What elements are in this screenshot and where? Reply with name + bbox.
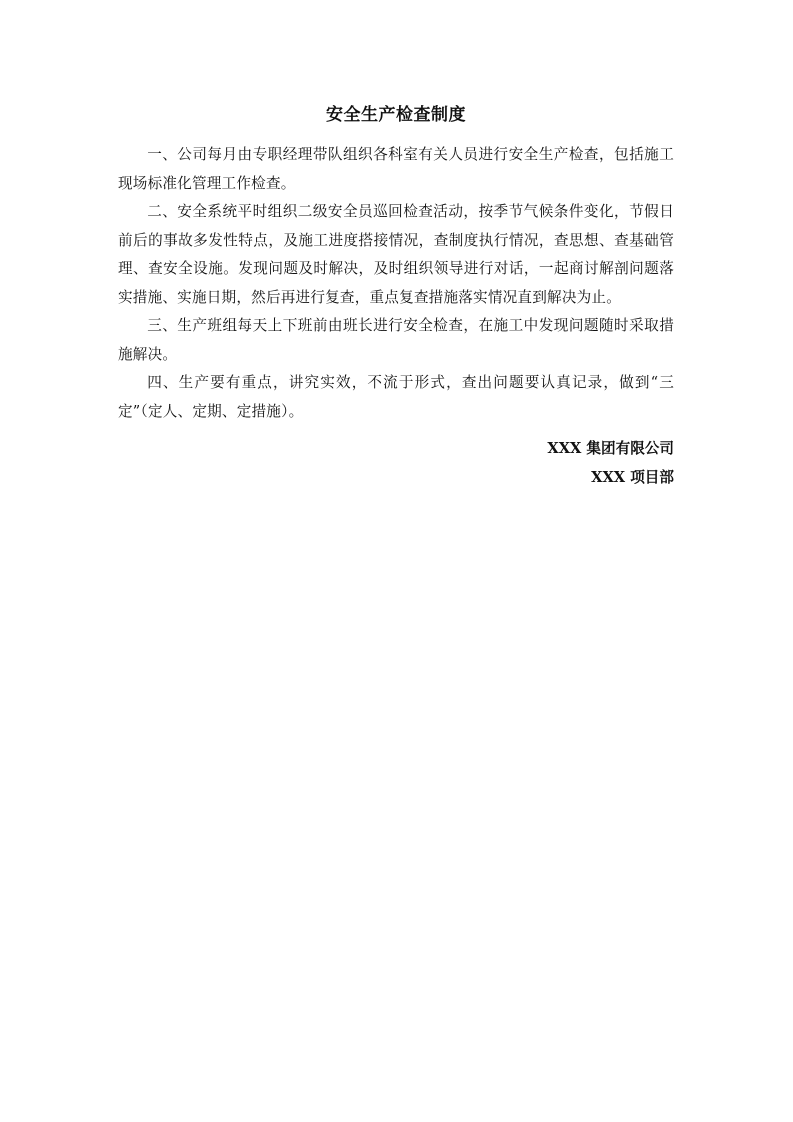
signature-company: XXX 集团有限公司 — [547, 440, 674, 457]
paragraph-safety-system-patrol: 二、安全系统平时组织二级安全员巡回检查活动，按季节气候条件变化，节假日前后的事故多发性特点，及施工进度搭接情况，查制度执行情况，查思想、查基础管理、查安全设施。发现问题及时解决，及时组织领导进行对话，一起商讨解剖问题落实措施、实施日期，然后再进行复查，重点复查措施落实情况直到解决为止。 — [118, 203, 674, 306]
paragraph-monthly-inspection: 一、公司每月由专职经理带队组织各科室有关人员进行安全生产检查，包括施工现场标准化管理工作检查。 — [118, 146, 674, 192]
document-title: 安全生产检查制度 — [326, 105, 466, 125]
document-body — [118, 101, 674, 492]
signature-department: XXX 项目部 — [591, 469, 674, 486]
paragraph-three-fixes: 四、生产要有重点，讲究实效，不流于形式，查出问题要认真记录，做到“三定”（定人、定期、定措施）。 — [118, 374, 674, 420]
signature-block — [118, 434, 674, 492]
paragraph-team-daily-check: 三、生产班组每天上下班前由班长进行安全检查，在施工中发现问题随时采取措施解决。 — [118, 317, 674, 363]
